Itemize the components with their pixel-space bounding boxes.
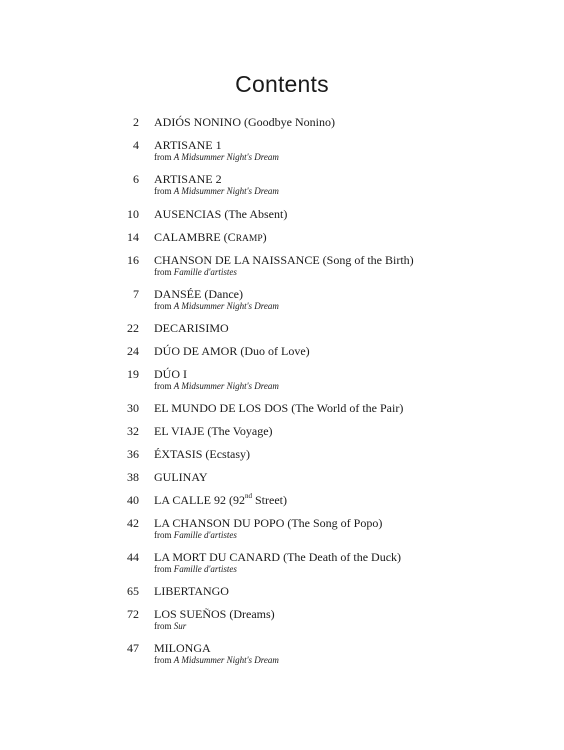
- page-number: 38: [127, 470, 139, 484]
- piece-title: LA CHANSON DU POPO (The Song of Popo): [154, 516, 383, 530]
- piece-title: LIBERTANGO: [154, 584, 229, 598]
- piece-title: CALAMBRE (CRAMP): [154, 230, 267, 244]
- piece-title: ÉXTASIS (Ecstasy): [154, 447, 251, 461]
- page-number: 22: [127, 321, 139, 335]
- page-number: 30: [127, 401, 139, 415]
- page-number: 7: [133, 287, 139, 301]
- page-number: 14: [127, 230, 139, 244]
- page-number: 40: [127, 493, 139, 507]
- source-work: from A Midsummer Night's Dream: [154, 186, 279, 196]
- page-number: 42: [127, 516, 139, 530]
- page-number: 44: [127, 550, 139, 564]
- page-title: Contents: [235, 71, 329, 97]
- page-number: 36: [127, 447, 139, 461]
- piece-title: AUSENCIAS (The Absent): [154, 207, 288, 221]
- piece-title: GULINAY: [154, 470, 208, 484]
- piece-title: ARTISANE 1: [154, 138, 222, 152]
- source-work: from A Midsummer Night's Dream: [154, 301, 279, 311]
- piece-title: CHANSON DE LA NAISSANCE (Song of the Birth): [154, 253, 414, 267]
- page-number: 19: [127, 367, 139, 381]
- source-work: from A Midsummer Night's Dream: [154, 152, 279, 162]
- piece-title: ARTISANE 2: [154, 172, 222, 186]
- page-number: 65: [127, 584, 139, 598]
- source-work: from Famille d'artistes: [154, 530, 237, 540]
- page-number: 10: [127, 207, 139, 221]
- page-number: 72: [127, 607, 139, 621]
- piece-title: EL MUNDO DE LOS DOS (The World of the Pair): [154, 401, 404, 415]
- page-number: 16: [127, 253, 139, 267]
- piece-title: DANSÉE (Dance): [154, 287, 243, 301]
- piece-title: DECARISIMO: [154, 321, 229, 335]
- piece-title: LA CALLE 92 (92nd Street): [154, 492, 287, 507]
- page-number: 24: [127, 344, 139, 358]
- piece-title: EL VIAJE (The Voyage): [154, 424, 273, 438]
- piece-title: LA MORT DU CANARD (The Death of the Duck): [154, 550, 402, 564]
- page-number: 6: [133, 172, 139, 186]
- piece-title: DÚO DE AMOR (Duo of Love): [154, 344, 310, 358]
- source-work: from A Midsummer Night's Dream: [154, 655, 279, 665]
- page-number: 4: [133, 138, 139, 152]
- page-number: 2: [133, 115, 139, 129]
- source-work: from Famille d'artistes: [154, 267, 237, 277]
- piece-title: DÚO I: [154, 367, 187, 381]
- source-work: from Sur: [154, 621, 187, 631]
- piece-title: LOS SUEÑOS (Dreams): [154, 607, 275, 621]
- source-work: from A Midsummer Night's Dream: [154, 381, 279, 391]
- source-work: from Famille d'artistes: [154, 564, 237, 574]
- piece-title: MILONGA: [154, 641, 211, 655]
- page-number: 32: [127, 424, 139, 438]
- page-number: 47: [127, 641, 139, 655]
- piece-title: ADIÓS NONINO (Goodbye Nonino): [154, 115, 335, 129]
